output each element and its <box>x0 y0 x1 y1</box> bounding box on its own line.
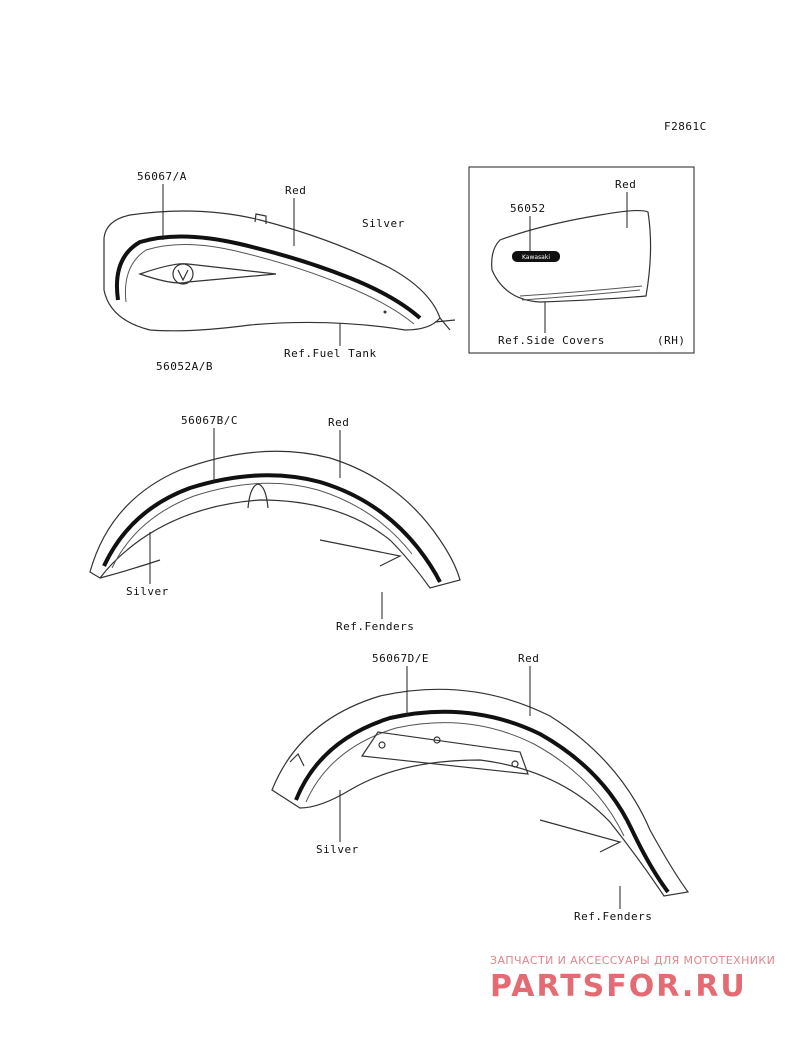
cover-side-label: (RH) <box>657 334 686 347</box>
front-fender-silver-label: Silver <box>126 585 169 598</box>
cover-red-label: Red <box>615 178 637 191</box>
front-fender-drawing <box>90 451 460 588</box>
watermark-logo: PARTSFOR.RU <box>490 969 747 1004</box>
front-fender-red-label: Red <box>328 416 350 429</box>
rear-fender-drawing <box>272 689 688 896</box>
rear-fender-ref-label: Ref.Fenders <box>574 910 653 923</box>
watermark-tagline: ЗАПЧАСТИ И АКСЕССУАРЫ ДЛЯ МОТОТЕХНИКИ <box>490 954 776 967</box>
rear-fender-red-label: Red <box>518 652 540 665</box>
tank-part-number-top: 56067/A <box>137 170 187 183</box>
tank-ref-label: Ref.Fuel Tank <box>284 347 377 360</box>
tank-red-label: Red <box>285 184 307 197</box>
cover-part-number: 56052 <box>510 202 546 215</box>
figure-id: F2861C <box>664 120 707 133</box>
side-cover-frame <box>469 167 694 353</box>
rear-fender-silver-label: Silver <box>316 843 359 856</box>
rear-fender-part-number: 56067D/E <box>372 652 429 665</box>
kawasaki-emblem-text: Kawasaki <box>521 254 551 261</box>
front-fender-ref-label: Ref.Fenders <box>336 620 415 633</box>
tank-part-number-bottom: 56052A/B <box>156 360 213 373</box>
front-fender-part-number: 56067B/C <box>181 414 238 427</box>
cover-ref-label: Ref.Side Covers <box>498 334 605 347</box>
tank-silver-label: Silver <box>362 217 405 230</box>
